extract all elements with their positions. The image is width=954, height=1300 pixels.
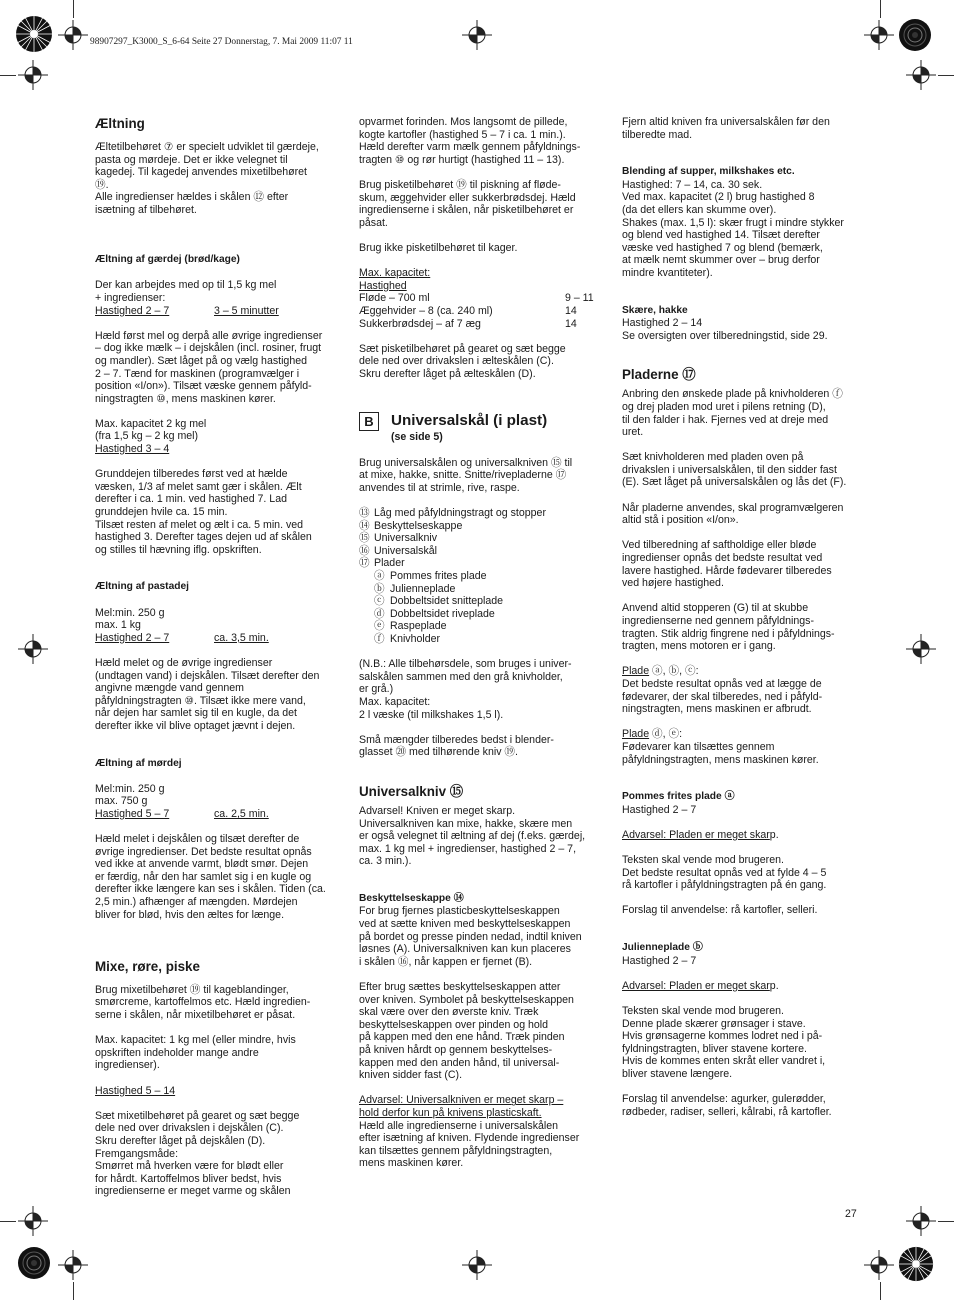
paragraph bbox=[359, 116, 597, 166]
text-line: salskålen sammen med den grå knivholder, bbox=[359, 670, 563, 683]
text-line: Fremgangsmåde: bbox=[95, 1147, 179, 1160]
text-line: anvendes til at strimle, rive, raspe. bbox=[359, 481, 520, 494]
item-number: ⑰ bbox=[359, 557, 370, 570]
text-line: Sæt mixetilbehøret på gearet og sæt begge bbox=[95, 1109, 300, 1122]
text-line: dele ned over drivakslen i dejskålen (C). bbox=[95, 1122, 284, 1135]
plate-letters: ⓓ, ⓔ: bbox=[649, 728, 683, 741]
plate-label: Plade bbox=[622, 665, 650, 678]
item-number: ⑭ bbox=[359, 519, 370, 532]
item-letter: ⓑ bbox=[374, 582, 385, 595]
list-subitem bbox=[359, 620, 597, 633]
warning-line: Advarsel: Universalkniven er meget skarp – bbox=[359, 1094, 564, 1107]
text-line: Skru derefter låget på ælteskålen (D). bbox=[359, 367, 536, 380]
paragraph bbox=[622, 539, 858, 589]
subheading-skaere: Skære, hakke bbox=[622, 304, 688, 316]
speed-label: Hastighed 3 – 4 bbox=[95, 443, 170, 456]
speed-label: Hastighed 5 – 14 bbox=[95, 1084, 176, 1097]
trim-line bbox=[0, 75, 16, 76]
text-line: Når pladerne anvendes, skal programvælgeren bbox=[622, 501, 844, 514]
paragraph bbox=[622, 1005, 858, 1081]
speed-label: Hastighed 2 – 7 bbox=[622, 954, 697, 967]
text-line: For brug fjernes plasticbeskyttelseskappen bbox=[359, 905, 560, 918]
text-line: Æltetilbehøret ⑦ er specielt udviklet til gærdeje, bbox=[95, 141, 319, 153]
text-line: mindre kvantiteter). bbox=[622, 266, 713, 279]
text-line: Brug pisketilbehøret ⑲ til piskning af fløde- bbox=[359, 178, 561, 191]
text-line: og stilles til hævning iflg. opskriften. bbox=[95, 543, 262, 556]
text-line: (undtagen vand) i dejskålen. Tilsæt derefter den bbox=[95, 669, 320, 682]
text-line: Hastighed: 7 – 14, ca. 30 sek. bbox=[622, 178, 763, 191]
text-line: Hvis grønsagerne kommes lodret ned i på- bbox=[622, 1030, 823, 1043]
section-b-header bbox=[359, 407, 597, 444]
text-line: væsken, 1/3 af melet samt gær i skålen. Ælt bbox=[95, 480, 302, 493]
text-line: Der kan arbejdes med op til 1,5 kg mel bbox=[95, 279, 277, 292]
paragraph bbox=[95, 657, 335, 733]
text-line: Hæld melet og de øvrige ingredienser bbox=[95, 656, 273, 669]
table-cell: Fløde – 700 ml bbox=[359, 292, 430, 305]
text-line: ingredienser). bbox=[95, 1059, 160, 1072]
text-line: Hæld først mel og derpå alle øvrige ingredienser bbox=[95, 329, 323, 342]
text-line: drivakslen i universalskålen, til den sidder fast bbox=[622, 463, 837, 476]
text-line: tilberedte mad. bbox=[622, 128, 693, 141]
registration-mark-bottom-right bbox=[897, 1245, 935, 1283]
text-line: Det bedste resultat opnås ved at lægge de bbox=[622, 677, 822, 690]
text-line: og mandler). Sæt låget på og vælg hastighed bbox=[95, 354, 308, 367]
paragraph bbox=[359, 805, 597, 868]
list-item bbox=[359, 532, 597, 545]
item-text: Plader bbox=[374, 557, 405, 570]
crosshair-mark-left-3 bbox=[18, 1206, 48, 1236]
item-letter: ⓒ bbox=[374, 595, 385, 608]
text-line: Universalkniven kan mixe, hakke, skære men bbox=[359, 817, 573, 830]
text-line: Skru derefter låget på dejskålen (D). bbox=[95, 1134, 266, 1147]
text-line: lavere hastighed. Hårde fødevarer tilberedes bbox=[622, 564, 832, 577]
item-text: Dobbeltsidet snitteplade bbox=[390, 595, 504, 608]
trim-line bbox=[880, 1282, 881, 1300]
text-line: Teksten skal vende mod brugeren. bbox=[622, 854, 784, 867]
plate-label-de bbox=[622, 728, 858, 741]
paragraph bbox=[622, 854, 858, 892]
text-line: Anbring den ønskede plade på knivholderen ⓕ bbox=[622, 388, 843, 401]
list-item bbox=[359, 557, 597, 570]
list-subitem bbox=[359, 608, 597, 621]
list-item bbox=[359, 520, 597, 533]
text-line: max. 750 g bbox=[95, 795, 148, 808]
list-subitem bbox=[359, 595, 597, 608]
crosshair-mark-right-2 bbox=[906, 634, 936, 664]
crosshair-mark-right-1 bbox=[906, 60, 936, 90]
item-text: Låg med påfyldningstragt og stopper bbox=[374, 507, 546, 520]
paragraph bbox=[359, 343, 597, 381]
paragraph bbox=[95, 984, 335, 1022]
text-line: (N.B.: Alle tilbehørsdele, som bruges i univer- bbox=[359, 658, 572, 671]
text-line: Brug universalskålen og universalkniven ⑮ til bbox=[359, 456, 573, 469]
text-line: dele ned over drivakslen i ælteskålen (C). bbox=[359, 355, 554, 368]
item-text: Pommes frites plade bbox=[390, 570, 487, 582]
time-label: ca. 3,5 min. bbox=[214, 631, 269, 644]
text-line: kagedej. Til kagedej anvendes mixetilbehøret bbox=[95, 166, 307, 179]
crosshair-mark-bottom-1 bbox=[58, 1250, 88, 1280]
column-middle bbox=[359, 116, 597, 1170]
parts-list bbox=[359, 507, 597, 646]
crosshair-mark-left-1 bbox=[18, 60, 48, 90]
text-line: Anvend altid stopperen (G) til at skubbe bbox=[622, 602, 809, 615]
table-row bbox=[359, 292, 597, 305]
text-line: 2 l væske (til milkshakes 1,5 l). bbox=[359, 708, 504, 721]
plate-label-abc bbox=[622, 665, 858, 678]
text-line: påfyldningstragten ⑩. Tilsæt ikke mere vand, bbox=[95, 694, 306, 707]
text-line: Sæt pisketilbehøret på gearet og sæt begge bbox=[359, 342, 566, 355]
paragraph bbox=[622, 741, 858, 766]
text-line: skum, æggehvider eller sukkerbrødsdej. Hæld bbox=[359, 191, 576, 204]
item-text: Beskyttelseskappe bbox=[374, 519, 463, 532]
text-line: Ved tilberedning af saftholdige eller bløde bbox=[622, 539, 817, 552]
warning-text-end: p. bbox=[769, 979, 779, 992]
text-line: bliver for blød, hvis den æltes for længe. bbox=[95, 908, 285, 921]
text-line: Mel:min. 250 g bbox=[95, 782, 165, 795]
text-line: Shakes (max. 1,5 l): skær frugt i mindre stykker bbox=[622, 216, 844, 229]
capacity-label: Max. kapacitet: bbox=[359, 267, 431, 280]
text-line: Hastighed 2 – 14 bbox=[622, 317, 703, 330]
plate-letters: ⓐ, ⓑ, ⓒ: bbox=[649, 665, 699, 678]
text-line: ingredienserne i skålen, når pisketilbehøret er bbox=[359, 204, 574, 217]
paragraph bbox=[95, 833, 335, 921]
paragraph: Forslag til anvendelse: rå kartofler, selleri. bbox=[622, 904, 818, 917]
text-line: væske ved hastighed 7 og blend (bemærk, bbox=[622, 241, 823, 254]
trim-line bbox=[73, 0, 74, 18]
text-line: i skålen ⑯, når kappen er fjernet (B). bbox=[359, 955, 533, 968]
text-line: rå kartofler i påfyldningstragten på én gang. bbox=[622, 879, 827, 892]
text-line: ⑲. bbox=[95, 178, 109, 191]
table-row bbox=[359, 318, 597, 331]
text-line: Fødevarer kan tilsættes gennem bbox=[622, 740, 775, 753]
speed-row bbox=[95, 808, 335, 821]
text-line: Hæld alle ingredienserne i universalskålen bbox=[359, 1119, 559, 1132]
section-title-pladerne: Pladerne ⑰ bbox=[622, 367, 696, 383]
text-line: for hårdt. Kartoffelmos bliver bedst, hvis bbox=[95, 1172, 282, 1185]
section-subtitle: (se side 5) bbox=[391, 431, 443, 444]
subheading-beskyttelseskappe: Beskyttelseskappe ⑭ bbox=[359, 892, 464, 904]
item-text: Dobbeltsidet riveplade bbox=[390, 607, 495, 620]
text-line: tragten ⑩ og rør hurtigt (hastighed 11 – 13). bbox=[359, 153, 565, 166]
text-line: ved at sætte kniven med beskyttelseskappen bbox=[359, 918, 571, 931]
trim-line bbox=[0, 1221, 16, 1222]
speed-label: Hastighed 2 – 7 bbox=[622, 803, 697, 816]
trim-line bbox=[73, 1282, 74, 1300]
text-line: tragten, mens motoren er i gang. bbox=[622, 640, 776, 653]
text-line: ningstragten ⑩, mens maskinen kører. bbox=[95, 392, 276, 405]
column-right bbox=[622, 116, 858, 1118]
item-text: Universalkniv bbox=[374, 532, 437, 545]
table-cell: Æggehvider – 8 (ca. 240 ml) bbox=[359, 304, 493, 317]
text-line: Se oversigten over tilberedningstid, side 29. bbox=[622, 329, 828, 342]
list-item bbox=[359, 545, 597, 558]
text-line: Efter brug sættes beskyttelseskappen atter bbox=[359, 981, 561, 994]
text-line: Max. kapacitet 2 kg mel bbox=[95, 417, 207, 430]
text-line: opvarmet forinden. Mos langsomt de pillede, bbox=[359, 116, 568, 128]
text-line: Teksten skal vende mod brugeren. bbox=[622, 1005, 784, 1018]
speed-row bbox=[95, 632, 335, 645]
text-line: og blend ved hastighed 14. Tilsæt derefter bbox=[622, 229, 820, 242]
text-line: Fjern altid kniven fra universalskålen før den bbox=[622, 116, 830, 128]
section-title-mixe: Mixe, røre, piske bbox=[95, 958, 200, 974]
speed-header: Hastighed bbox=[359, 279, 407, 292]
section-title-universalkniv: Universalkniv ⑮ bbox=[359, 783, 464, 799]
subheading-pommes-frites: Pommes frites plade ⓐ bbox=[622, 791, 735, 803]
paragraph bbox=[359, 1120, 597, 1170]
paragraph bbox=[359, 658, 597, 721]
subheading-julienne: Julienneplade ⓑ bbox=[622, 942, 703, 954]
table-cell: 14 bbox=[565, 304, 577, 317]
text-line: smørcreme, kartoffelmos etc. Hæld ingredien- bbox=[95, 996, 311, 1009]
text-line: grunddejen hvile ca. 15 min. bbox=[95, 506, 228, 519]
text-line: Forslag til anvendelse: agurker, gulerødder, bbox=[622, 1093, 826, 1106]
text-line: på kappen med den ene hånd. Træk pinden bbox=[359, 1031, 565, 1044]
text-line: (fra 1,5 kg – 2 kg mel) bbox=[95, 430, 199, 443]
text-line: Grunddejen tilberedes først ved at hælde bbox=[95, 468, 288, 481]
section-title-universalskaal: Universalskål (i plast) bbox=[391, 412, 548, 430]
table-cell: Sukkerbrødsdej – af 7 æg bbox=[359, 317, 481, 330]
text-line: serne i skålen, når mixetilbehøret er påsat. bbox=[95, 1009, 296, 1022]
text-line: til den falder i hak. Fjernes ved at dreje med bbox=[622, 413, 829, 426]
paragraph bbox=[359, 981, 597, 1082]
paragraph bbox=[359, 734, 597, 759]
paragraph bbox=[359, 905, 597, 968]
text-line: (da det ellers kan skumme over). bbox=[622, 203, 777, 216]
text-line: kniven sidder fast (C). bbox=[359, 1069, 463, 1082]
subheading-moerdej: Æltning af mørdej bbox=[95, 757, 182, 769]
paragraph bbox=[359, 179, 597, 229]
registration-mark-top-left bbox=[14, 14, 54, 54]
time-label: 3 – 5 minutter bbox=[214, 304, 279, 317]
table-cell: 9 – 11 bbox=[565, 292, 594, 305]
text-line: pasta og mørdeje. Det er ikke velegnet til bbox=[95, 153, 288, 166]
text-line: Det bedste resultat opnås ved at fylde 4 – 5 bbox=[622, 866, 827, 879]
text-line: øvrige ingredienser. Det bedste resultat opnås bbox=[95, 845, 312, 858]
text-line: Denne plade skærer grønsager i stave. bbox=[622, 1017, 806, 1030]
paragraph bbox=[622, 451, 858, 489]
text-line: ca. 3 min.). bbox=[359, 855, 412, 868]
item-letter: ⓐ bbox=[374, 570, 385, 582]
item-text: Julienneplade bbox=[390, 582, 456, 595]
item-letter: ⓓ bbox=[374, 607, 385, 620]
text-line: Hæld derefter varm mælk gennem påfyldnings- bbox=[359, 141, 581, 154]
text-line: Alle ingredienser hældes i skålen ⑫ efter bbox=[95, 191, 289, 204]
text-line: fyldningstragten, bliver stavene kortere. bbox=[622, 1042, 807, 1055]
text-line: Max. kapacitet: bbox=[359, 695, 431, 708]
item-text: Universalskål bbox=[374, 544, 437, 557]
table-cell: 14 bbox=[565, 317, 577, 330]
text-line: Advarsel! Kniven er meget skarp. bbox=[359, 804, 516, 817]
text-line: kogte kartofler (hastighed 5 – 7 i ca. 1 min.). bbox=[359, 128, 566, 141]
text-line: ved ikke at anvende varmt, blødt smør. Dejen bbox=[95, 858, 309, 871]
list-subitem bbox=[359, 633, 597, 646]
paragraph bbox=[622, 179, 858, 280]
text-line: beskyttelseskappen over pinden og hold bbox=[359, 1018, 549, 1031]
text-line: ved højere hastighed. bbox=[622, 577, 724, 590]
text-line: altid stå i position «I/on». bbox=[622, 514, 739, 527]
paragraph bbox=[622, 678, 858, 716]
subheading-gaerdej: Æltning af gærdej (brød/kage) bbox=[95, 254, 240, 266]
text-line: – dog ikke mælk – i dejskålen (incl. rosiner, frugt bbox=[95, 342, 322, 355]
text-line: isætning af tilbehøret. bbox=[95, 203, 197, 216]
text-line: kan tilsættes gennem påfyldningstragten, bbox=[359, 1144, 553, 1157]
text-line: 2 – 7. Tænd for maskinen (programvælger i bbox=[95, 367, 300, 380]
crosshair-mark-bottom-2 bbox=[462, 1250, 492, 1280]
warning-text: Advarsel: Pladen er meget skar bbox=[622, 979, 770, 992]
text-line: over kniven. Symbolet på beskyttelseskappen bbox=[359, 993, 574, 1006]
trim-line bbox=[938, 1221, 954, 1222]
text-line: på kniven hårdt op gennem beskyttelses- bbox=[359, 1044, 553, 1056]
paragraph bbox=[622, 602, 858, 652]
paragraph bbox=[95, 468, 335, 556]
speed-label: Hastighed 5 – 7 bbox=[95, 807, 170, 820]
text-line: derefter ikke vil blive optaget jævnt i dejen. bbox=[95, 719, 296, 732]
crosshair-mark-top-1 bbox=[58, 20, 88, 50]
text-line: opskriften indeholder mange andre bbox=[95, 1046, 259, 1059]
text-line: bliver stavene længere. bbox=[622, 1068, 733, 1080]
text-line: er færdig, når den har samlet sig i en kugle og bbox=[95, 870, 312, 883]
text-line: påfyldningstragten, mens maskinen kører. bbox=[622, 753, 819, 766]
text-line: tragten. Stik aldrig fingrene ned i påfyldnings- bbox=[622, 627, 835, 640]
paragraph bbox=[622, 317, 858, 342]
item-number: ⑮ bbox=[359, 532, 370, 545]
text-line: ningstragten, mens maskinen er afbrudt. bbox=[622, 703, 812, 716]
item-text: Knivholder bbox=[390, 632, 441, 645]
text-line: mens maskinen kører. bbox=[359, 1157, 464, 1170]
list-subitem bbox=[359, 570, 597, 583]
registration-mark-top-right bbox=[897, 17, 933, 53]
subheading-blending: Blending af supper, milkshakes etc. bbox=[622, 166, 795, 178]
item-number: ⑯ bbox=[359, 544, 370, 557]
page-number: 27 bbox=[845, 1208, 857, 1220]
crosshair-mark-left-2 bbox=[18, 634, 48, 664]
text-line: Smørret må hverken være for blødt eller bbox=[95, 1160, 284, 1173]
crosshair-mark-top-3 bbox=[864, 20, 894, 50]
text-line: max. 1 kg bbox=[95, 619, 141, 632]
speed-label: Hastighed 2 – 7 bbox=[95, 304, 170, 317]
paragraph bbox=[359, 457, 597, 495]
text-line: derefter ikke længere kan ses i skålen. Tiden (ca. bbox=[95, 883, 326, 896]
item-letter: ⓔ bbox=[374, 620, 385, 633]
paragraph bbox=[622, 1093, 858, 1118]
trim-line bbox=[938, 75, 954, 76]
paragraph: Brug ikke pisketilbehøret til kager. bbox=[359, 241, 518, 254]
list-item bbox=[359, 507, 597, 520]
column-left bbox=[95, 116, 335, 1198]
text-line: ingredienserne er meget varme og skålen bbox=[95, 1185, 291, 1198]
table-row bbox=[359, 305, 597, 318]
text-line: Mel:min. 250 g bbox=[95, 606, 165, 619]
print-header: 98907297_K3000_S_6-64 Seite 27 Donnerstag, 7. Mai 2009 11:07 11 bbox=[90, 37, 353, 47]
text-line: påsat. bbox=[359, 216, 388, 229]
text-line: derefter i ca. 1 min. ved hastighed 7. Lad bbox=[95, 493, 287, 506]
text-line: når dejen har samlet sig til en kugle, da det bbox=[95, 707, 297, 720]
text-line: er grå.) bbox=[359, 683, 394, 696]
text-line: efter isætning af kniven. Flydende ingredienser bbox=[359, 1132, 580, 1145]
text-line: + ingredienser: bbox=[95, 291, 166, 304]
crosshair-mark-bottom-3 bbox=[864, 1250, 894, 1280]
text-line: på bordet og presse pinden nedad, indtil kniven bbox=[359, 930, 582, 943]
crosshair-mark-right-3 bbox=[906, 1206, 936, 1236]
plate-label: Plade bbox=[622, 728, 650, 741]
list-subitem bbox=[359, 583, 597, 596]
text-line: kappen med den anden hånd, til universal- bbox=[359, 1056, 560, 1069]
speed-label: Hastighed 2 – 7 bbox=[95, 631, 170, 644]
text-line: (E). Sæt låget på universalskålen og lås det (F). bbox=[622, 476, 847, 489]
text-line: angivne mængde vand gennem bbox=[95, 682, 245, 695]
paragraph bbox=[95, 330, 335, 406]
text-line: Små mængder tilberedes bedst i blender- bbox=[359, 733, 554, 746]
paragraph bbox=[95, 1110, 335, 1198]
section-letter-box: B bbox=[359, 412, 379, 431]
warning-line bbox=[622, 829, 858, 842]
text-line: ingredienserne ned gennem påfyldnings- bbox=[622, 615, 814, 627]
text-line: Sæt knivholderen med pladen oven på bbox=[622, 451, 804, 464]
speed-row bbox=[95, 305, 335, 318]
text-line: hastighed 3. Derefter tages dejen ud af skålen bbox=[95, 531, 312, 544]
text-line: rødbeder, radiser, selleri, kålrabi, rå kartofler. bbox=[622, 1105, 832, 1118]
text-line: at mixe, hakke, snitte. Snitte/rivepladerne ⑰ bbox=[359, 469, 567, 482]
paragraph bbox=[622, 388, 858, 438]
item-number: ⑬ bbox=[359, 507, 370, 520]
crosshair-mark-top-2 bbox=[462, 20, 492, 50]
item-letter: ⓕ bbox=[374, 632, 385, 645]
item-text: Raspeplade bbox=[390, 620, 447, 633]
text-line: skal være over den øverste kniv. Træk bbox=[359, 1006, 539, 1019]
text-line: position «I/on»). Tilsæt væske gennem påfyld- bbox=[95, 380, 312, 393]
text-line: at mælk nemt skummer over – brug derfor bbox=[622, 254, 820, 267]
text-line: ingredienser opnås det bedste resultat ved bbox=[622, 552, 823, 565]
section-title-aeltning: Æltning bbox=[95, 116, 145, 131]
paragraph bbox=[622, 502, 858, 527]
text-line: Hvis de kommes enten skråt eller vandret i, bbox=[622, 1055, 826, 1068]
trim-line bbox=[880, 0, 881, 18]
text-line: Tilsæt resten af melet og ælt i ca. 5 min. ved bbox=[95, 518, 304, 531]
text-line: Max. kapacitet: 1 kg mel (eller mindre, hvis bbox=[95, 1034, 296, 1047]
text-line: 2,5 min.) afhænger af mængden. Mørdejen bbox=[95, 896, 298, 909]
text-line: og drej pladen mod uret i pilens retning (D), bbox=[622, 400, 826, 413]
paragraph bbox=[95, 141, 335, 217]
text-line: uret. bbox=[622, 426, 644, 439]
text-line: Ved max. kapacitet (2 l) brug hastighed 8 bbox=[622, 191, 815, 204]
text-line: er også velegnet til æltning af dej (f.eks. gærdej, bbox=[359, 830, 586, 843]
text-line: Hæld melet i dejskålen og tilsæt derefter de bbox=[95, 833, 300, 846]
registration-mark-bottom-left bbox=[16, 1245, 52, 1281]
text-line: max. 1 kg mel + ingredienser, hastighed 2 – 7, bbox=[359, 842, 577, 855]
warning-line: hold derfor kun på knivens plasticskaft. bbox=[359, 1106, 542, 1119]
text-line: Brug mixetilbehøret ⑲ til kageblandinger, bbox=[95, 983, 289, 996]
capacity-table bbox=[359, 292, 597, 330]
text-line: fødevarer, der skal tilberedes, ned i påfyld- bbox=[622, 690, 823, 703]
subheading-pastadej: Æltning af pastadej bbox=[95, 581, 189, 593]
text-line: løsnes (A). Universalkniven kan kun placeres bbox=[359, 943, 571, 956]
time-label: ca. 2,5 min. bbox=[214, 807, 269, 820]
warning-line bbox=[622, 980, 858, 993]
paragraph bbox=[95, 1034, 335, 1072]
warning-text: Advarsel: Pladen er meget skar bbox=[622, 828, 770, 841]
paragraph bbox=[622, 116, 858, 141]
text-line: glasset ⑳ med tilhørende kniv ⑲. bbox=[359, 746, 518, 759]
warning-text-end: p. bbox=[769, 828, 779, 841]
